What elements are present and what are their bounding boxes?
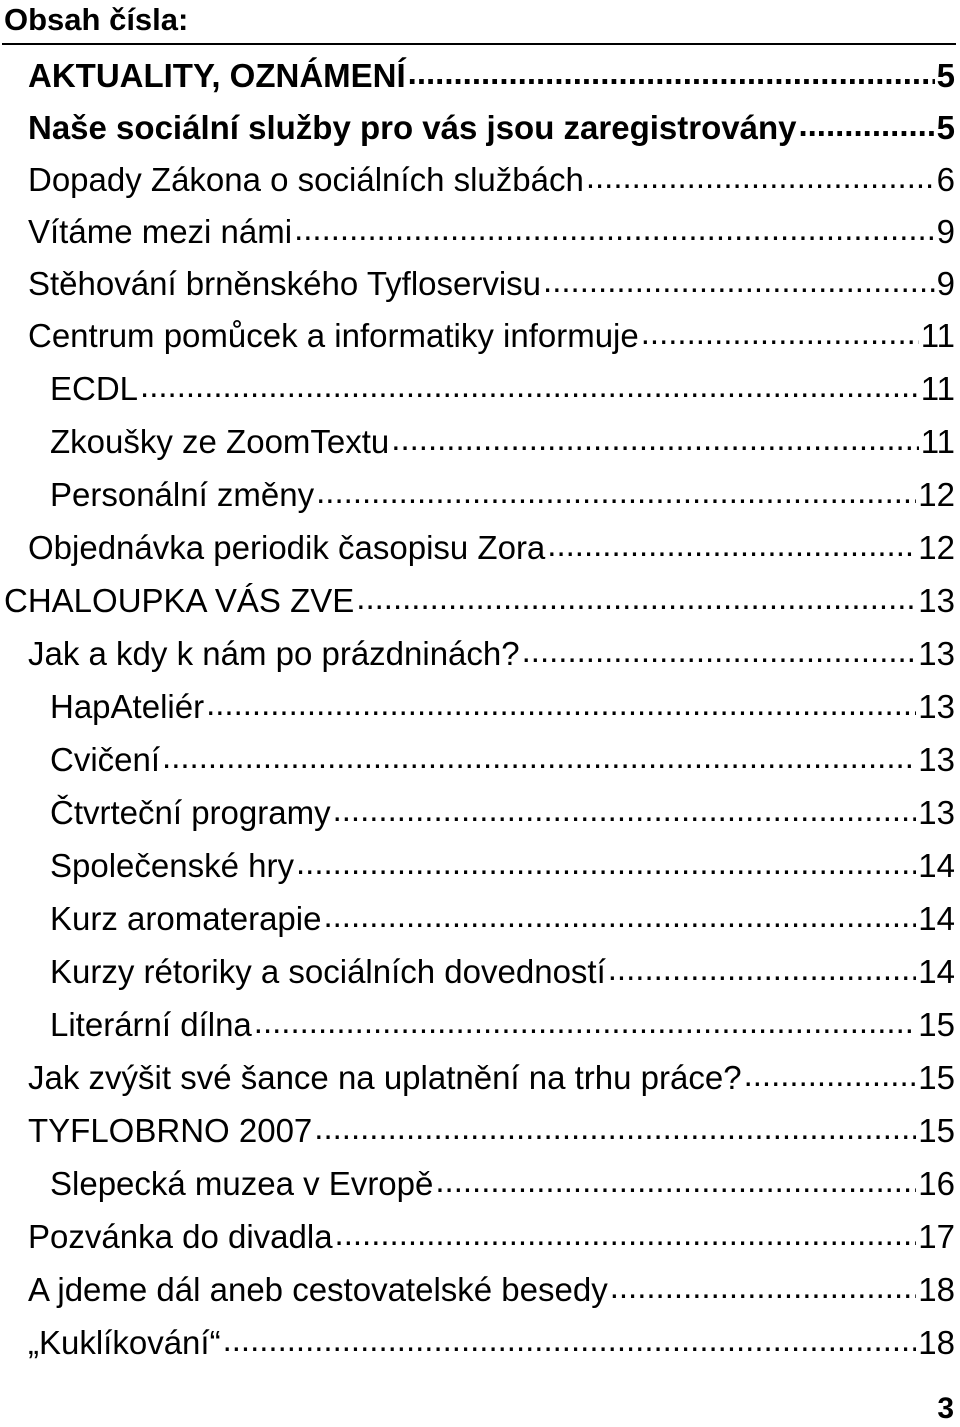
toc-entry-title: Literární dílna — [50, 1006, 252, 1043]
toc-entry[interactable] — [28, 522, 955, 574]
page-number: 3 — [937, 1392, 954, 1425]
toc-entry-title: Stěhování brněnského Tyfloservisu — [28, 265, 542, 302]
toc-entry-title: Čtvrteční programy — [50, 794, 331, 831]
toc-entry[interactable] — [28, 628, 955, 680]
toc-leader — [356, 575, 916, 627]
toc-entry[interactable] — [50, 840, 955, 892]
toc-leader — [323, 893, 916, 945]
toc-entry-title: Vítáme mezi námi — [28, 213, 293, 250]
toc-entry[interactable] — [50, 999, 955, 1051]
toc-entry-title: Cvičení — [50, 741, 161, 778]
toc-leader — [296, 840, 916, 892]
toc-leader — [223, 1317, 917, 1369]
toc-entry-page: 11 — [920, 370, 955, 407]
toc-entry-page: 5 — [936, 57, 955, 94]
toc-entry[interactable] — [28, 206, 955, 258]
toc-leader — [335, 1211, 917, 1263]
toc-entry-page: 9 — [936, 265, 955, 302]
toc-entry-page: 11 — [920, 317, 955, 354]
toc-entry[interactable] — [28, 1317, 955, 1369]
toc-entry-title: Zkoušky ze ZoomTextu — [50, 423, 390, 460]
toc-entry[interactable] — [28, 50, 955, 102]
toc-leader — [435, 1158, 916, 1210]
toc-entry-page: 5 — [936, 109, 955, 146]
toc-entry[interactable] — [50, 893, 955, 945]
toc-leader — [333, 787, 917, 839]
toc-entry[interactable] — [28, 1211, 955, 1263]
toc-leader — [586, 154, 935, 206]
toc-entry-page: 14 — [918, 847, 955, 884]
toc-entry-title: Dopady Zákona o sociálních službách — [28, 161, 584, 198]
toc-entry[interactable] — [28, 258, 955, 310]
toc-entry[interactable] — [50, 681, 955, 733]
toc-entry-title: A jdeme dál aneb cestovatelské besedy — [28, 1271, 608, 1308]
toc-entry-title: Pozvánka do divadla — [28, 1218, 333, 1255]
toc-entry[interactable] — [28, 102, 955, 154]
toc-leader — [314, 1105, 916, 1157]
toc-entry-page: 18 — [918, 1324, 955, 1361]
toc-entry-page: 15 — [918, 1006, 955, 1043]
toc-entry-title: Slepecká muzea v Evropě — [50, 1165, 434, 1202]
toc-entry[interactable] — [50, 946, 955, 998]
toc-entry-page: 11 — [920, 423, 955, 460]
toc-entry[interactable] — [50, 734, 955, 786]
toc-entry[interactable] — [4, 575, 955, 627]
toc-leader — [547, 522, 916, 574]
toc-entry-page: 16 — [918, 1165, 955, 1202]
toc-entry-page: 6 — [936, 161, 955, 198]
toc-leader — [641, 310, 919, 362]
toc-entry-title: ECDL — [50, 370, 139, 407]
toc-entry-title: Naše sociální služby pro vás jsou zaregistrovány — [28, 109, 797, 146]
toc-entry-title: Centrum pomůcek a informatiky informuje — [28, 317, 639, 354]
toc-entry[interactable] — [28, 1052, 955, 1104]
toc-entry-page: 14 — [918, 900, 955, 937]
toc-entry-page: 12 — [918, 529, 955, 566]
toc-entry-page: 13 — [918, 794, 955, 831]
toc-leader — [140, 363, 919, 415]
toc-entry-title: „Kuklíkování“ — [28, 1324, 221, 1361]
toc-entry-title: Objednávka periodik časopisu Zora — [28, 529, 546, 566]
toc-entry-title: Jak zvýšit své šance na uplatnění na trhu práce? — [28, 1059, 742, 1096]
toc-entry[interactable] — [50, 416, 955, 468]
toc-entry[interactable] — [50, 1158, 955, 1210]
toc-entry-page: 14 — [918, 953, 955, 990]
heading-divider — [2, 43, 956, 45]
toc-entry-page: 15 — [918, 1112, 955, 1149]
toc-leader — [798, 102, 934, 154]
toc-entry-page: 12 — [918, 476, 955, 513]
toc-leader — [408, 50, 935, 102]
toc-entry-title: HapAteliér — [50, 688, 205, 725]
toc-entry-page: 17 — [918, 1218, 955, 1255]
toc-entry[interactable] — [50, 363, 955, 415]
toc-entry-title: Kurzy rétoriky a sociálních dovedností — [50, 953, 606, 990]
toc-entry-page: 13 — [918, 688, 955, 725]
toc-leader — [608, 946, 917, 998]
toc-leader — [206, 681, 916, 733]
toc-entry-title: CHALOUPKA VÁS ZVE — [4, 582, 355, 619]
toc-entry[interactable] — [28, 154, 955, 206]
toc-leader — [162, 734, 916, 786]
toc-entry[interactable] — [28, 310, 955, 362]
toc-entry-page: 9 — [936, 213, 955, 250]
toc-leader — [543, 258, 935, 310]
toc-entry-page: 18 — [918, 1271, 955, 1308]
toc-leader — [254, 999, 916, 1051]
toc-entry[interactable] — [50, 469, 955, 521]
toc-leader — [294, 206, 935, 258]
toc-entry-page: 13 — [918, 741, 955, 778]
toc-leader — [522, 628, 917, 680]
page-title: Obsah čísla: — [4, 2, 189, 37]
toc-entry-title: Kurz aromaterapie — [50, 900, 322, 937]
toc-entry-page: 13 — [918, 582, 955, 619]
toc-entry-page: 15 — [918, 1059, 955, 1096]
toc-entry[interactable] — [28, 1264, 955, 1316]
toc-entry-page: 13 — [918, 635, 955, 672]
toc-entry[interactable] — [50, 787, 955, 839]
toc-leader — [316, 469, 916, 521]
toc-leader — [610, 1264, 917, 1316]
toc-leader — [391, 416, 918, 468]
toc-entry[interactable] — [28, 1105, 955, 1157]
toc-entry-title: TYFLOBRNO 2007 — [28, 1112, 313, 1149]
toc-entry-title: AKTUALITY, OZNÁMENÍ — [28, 57, 406, 94]
toc-entry-title: Personální změny — [50, 476, 315, 513]
toc-leader — [744, 1052, 917, 1104]
toc-entry-title: Jak a kdy k nám po prázdninách? — [28, 635, 520, 672]
toc-entry-title: Společenské hry — [50, 847, 294, 884]
